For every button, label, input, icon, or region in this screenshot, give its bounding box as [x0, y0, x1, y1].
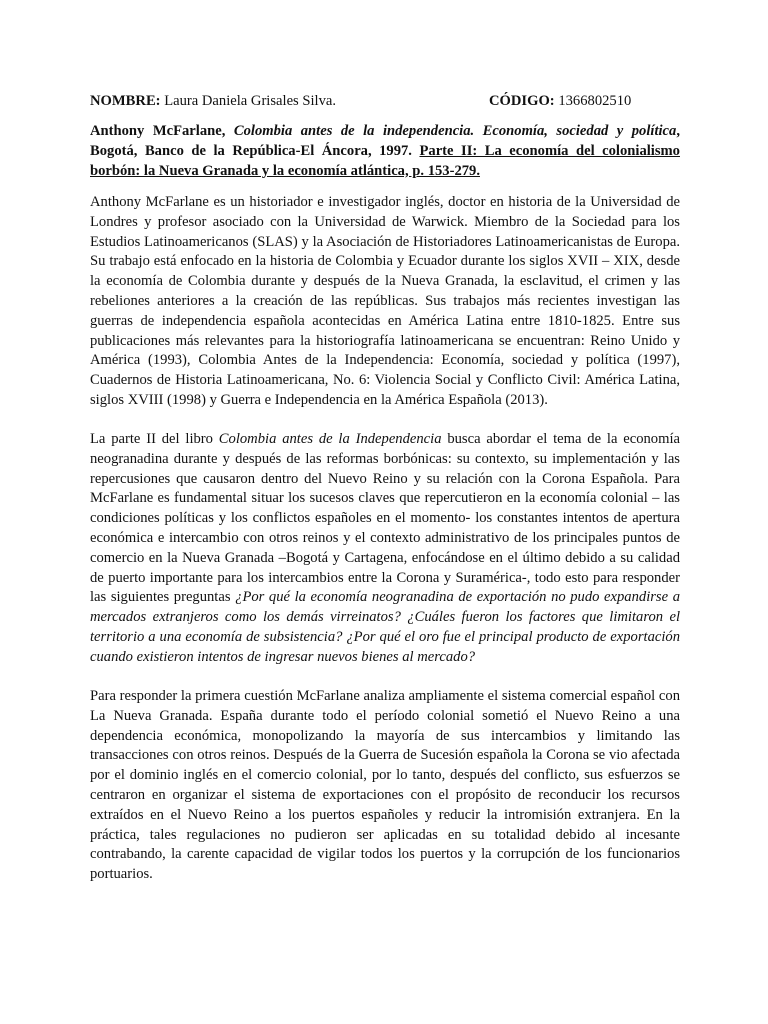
student-header: [90, 92, 680, 112]
paragraph-author-bio: Anthony McFarlane es un historiador e investigador inglés, doctor en historia de la Universidad de Londres y profesor asociado con la Universidad de Warwick. Miembro de la Sociedad para los Estudios Latinoamericanos (SLAS) y la Asociación de Historiadores Latinoamericanistas de Europa. Su trabajo está enfocado en la historia de Colombia y Ecuador durante los siglos XVII – XIX, desde la economía de Colombia durante y después de la Nueva Granada, la esclavitud, el crimen y las rebeliones anteriores a la creación de las repúblicas. Sus trabajos más recientes investigan las guerras de independencia española acontecidas en América Latina entre 1810-1825. Entre sus publicaciones más relevantes para la historiografía latinoamericana se encuentran: Reino Unido y América (1993), Colombia Antes de la Independencia: Economía, sociedad y política (1997), Cuadernos de Historia Latinoamericana, No. 6: Violencia Social y Conflicto Civil: América Latina, siglos XVIII (1998) y Guerra e Independencia en la América Española (2013).: [90, 194, 680, 408]
name-label: NOMBRE:: [90, 93, 161, 109]
citation-comma: ,: [676, 123, 680, 139]
citation-part: Parte II: La economía del colonialismo borbón: la Nueva Granada y la economía atlántica, p. 153-279.: [90, 142, 680, 179]
student-code-field: [489, 92, 631, 112]
citation-book-title: Colombia antes de la independencia. Economía, sociedad y política: [233, 123, 677, 139]
p2-body: busca abordar el tema de la economía neogranadina durante y después de las reformas borbónicas: su contexto, su implementación y las repercusiones que causaron dentro del Nuevo Reino y su relación con la Corona Española. Para McFarlane es fundamental situar los sucesos claves que repercutieron en la economía colonial – las condiciones políticas y los conflictos españoles en el momento- los constantes intentos de apertura económica e intercambio con otros reinos y el contexto administrativo de los principales puntos de comercio en la Nueva Granada –Bogotá y Cartagena, enfocándose en el último debido a su calidad de puerto importante para los intercambios entre la Corona y Suramérica-, todo esto para responder las siguientes preguntas: [90, 431, 680, 606]
paragraph-commercial-analysis: Para responder la primera cuestión McFarlane analiza ampliamente el sistema comercial español con La Nueva Granada. España durante todo el período colonial sometió el Nuevo Reino a una dependencia económica, monopolizando la mayoría de sus intercambios y limitando las transacciones con otros reinos. Después de la Guerra de Sucesión española la Corona se vio afectada por el dominio inglés en el comercio colonial, por lo tanto, después del conflicto, sus esfuerzos se centraron en organizar el sistema de exportaciones con el propósito de reconducir los recursos extraídos en el Nuevo Reino a los puertos españoles y reducir la intromisión extranjera. En la práctica, tales regulaciones no pudieron ser aplicadas en su totalidad debido al incesante contrabando, la carente capacidad de vigilar todos los puertos y la corrupción de los funcionarios portuarios.: [90, 688, 680, 883]
p2-intro: La parte II del libro: [90, 431, 213, 447]
p2-questions: ¿Por qué la economía neogranadina de exportación no pudo expandirse a mercados extranjeros como los demás virreinatos? ¿Cuáles fueron los factores que limitaron el territorio a una economía de subsistencia? ¿Por qué el oro fue el principal producto de exportación cuando existieron intentos de ingresar nuevos bienes al mercado?: [90, 589, 680, 665]
student-name-field: [90, 92, 336, 112]
code-label: CÓDIGO:: [489, 93, 555, 109]
name-value: Laura Daniela Grisales Silva.: [164, 93, 337, 109]
p2-book-title: Colombia antes de la Independencia: [218, 431, 442, 447]
bibliographic-citation: [90, 122, 680, 181]
code-value: 1366802510: [558, 93, 632, 109]
paragraph-book-overview: [90, 430, 680, 668]
citation-publisher: Bogotá, Banco de la República-El Áncora, 1997.: [90, 142, 412, 159]
citation-author: Anthony McFarlane,: [90, 123, 226, 139]
